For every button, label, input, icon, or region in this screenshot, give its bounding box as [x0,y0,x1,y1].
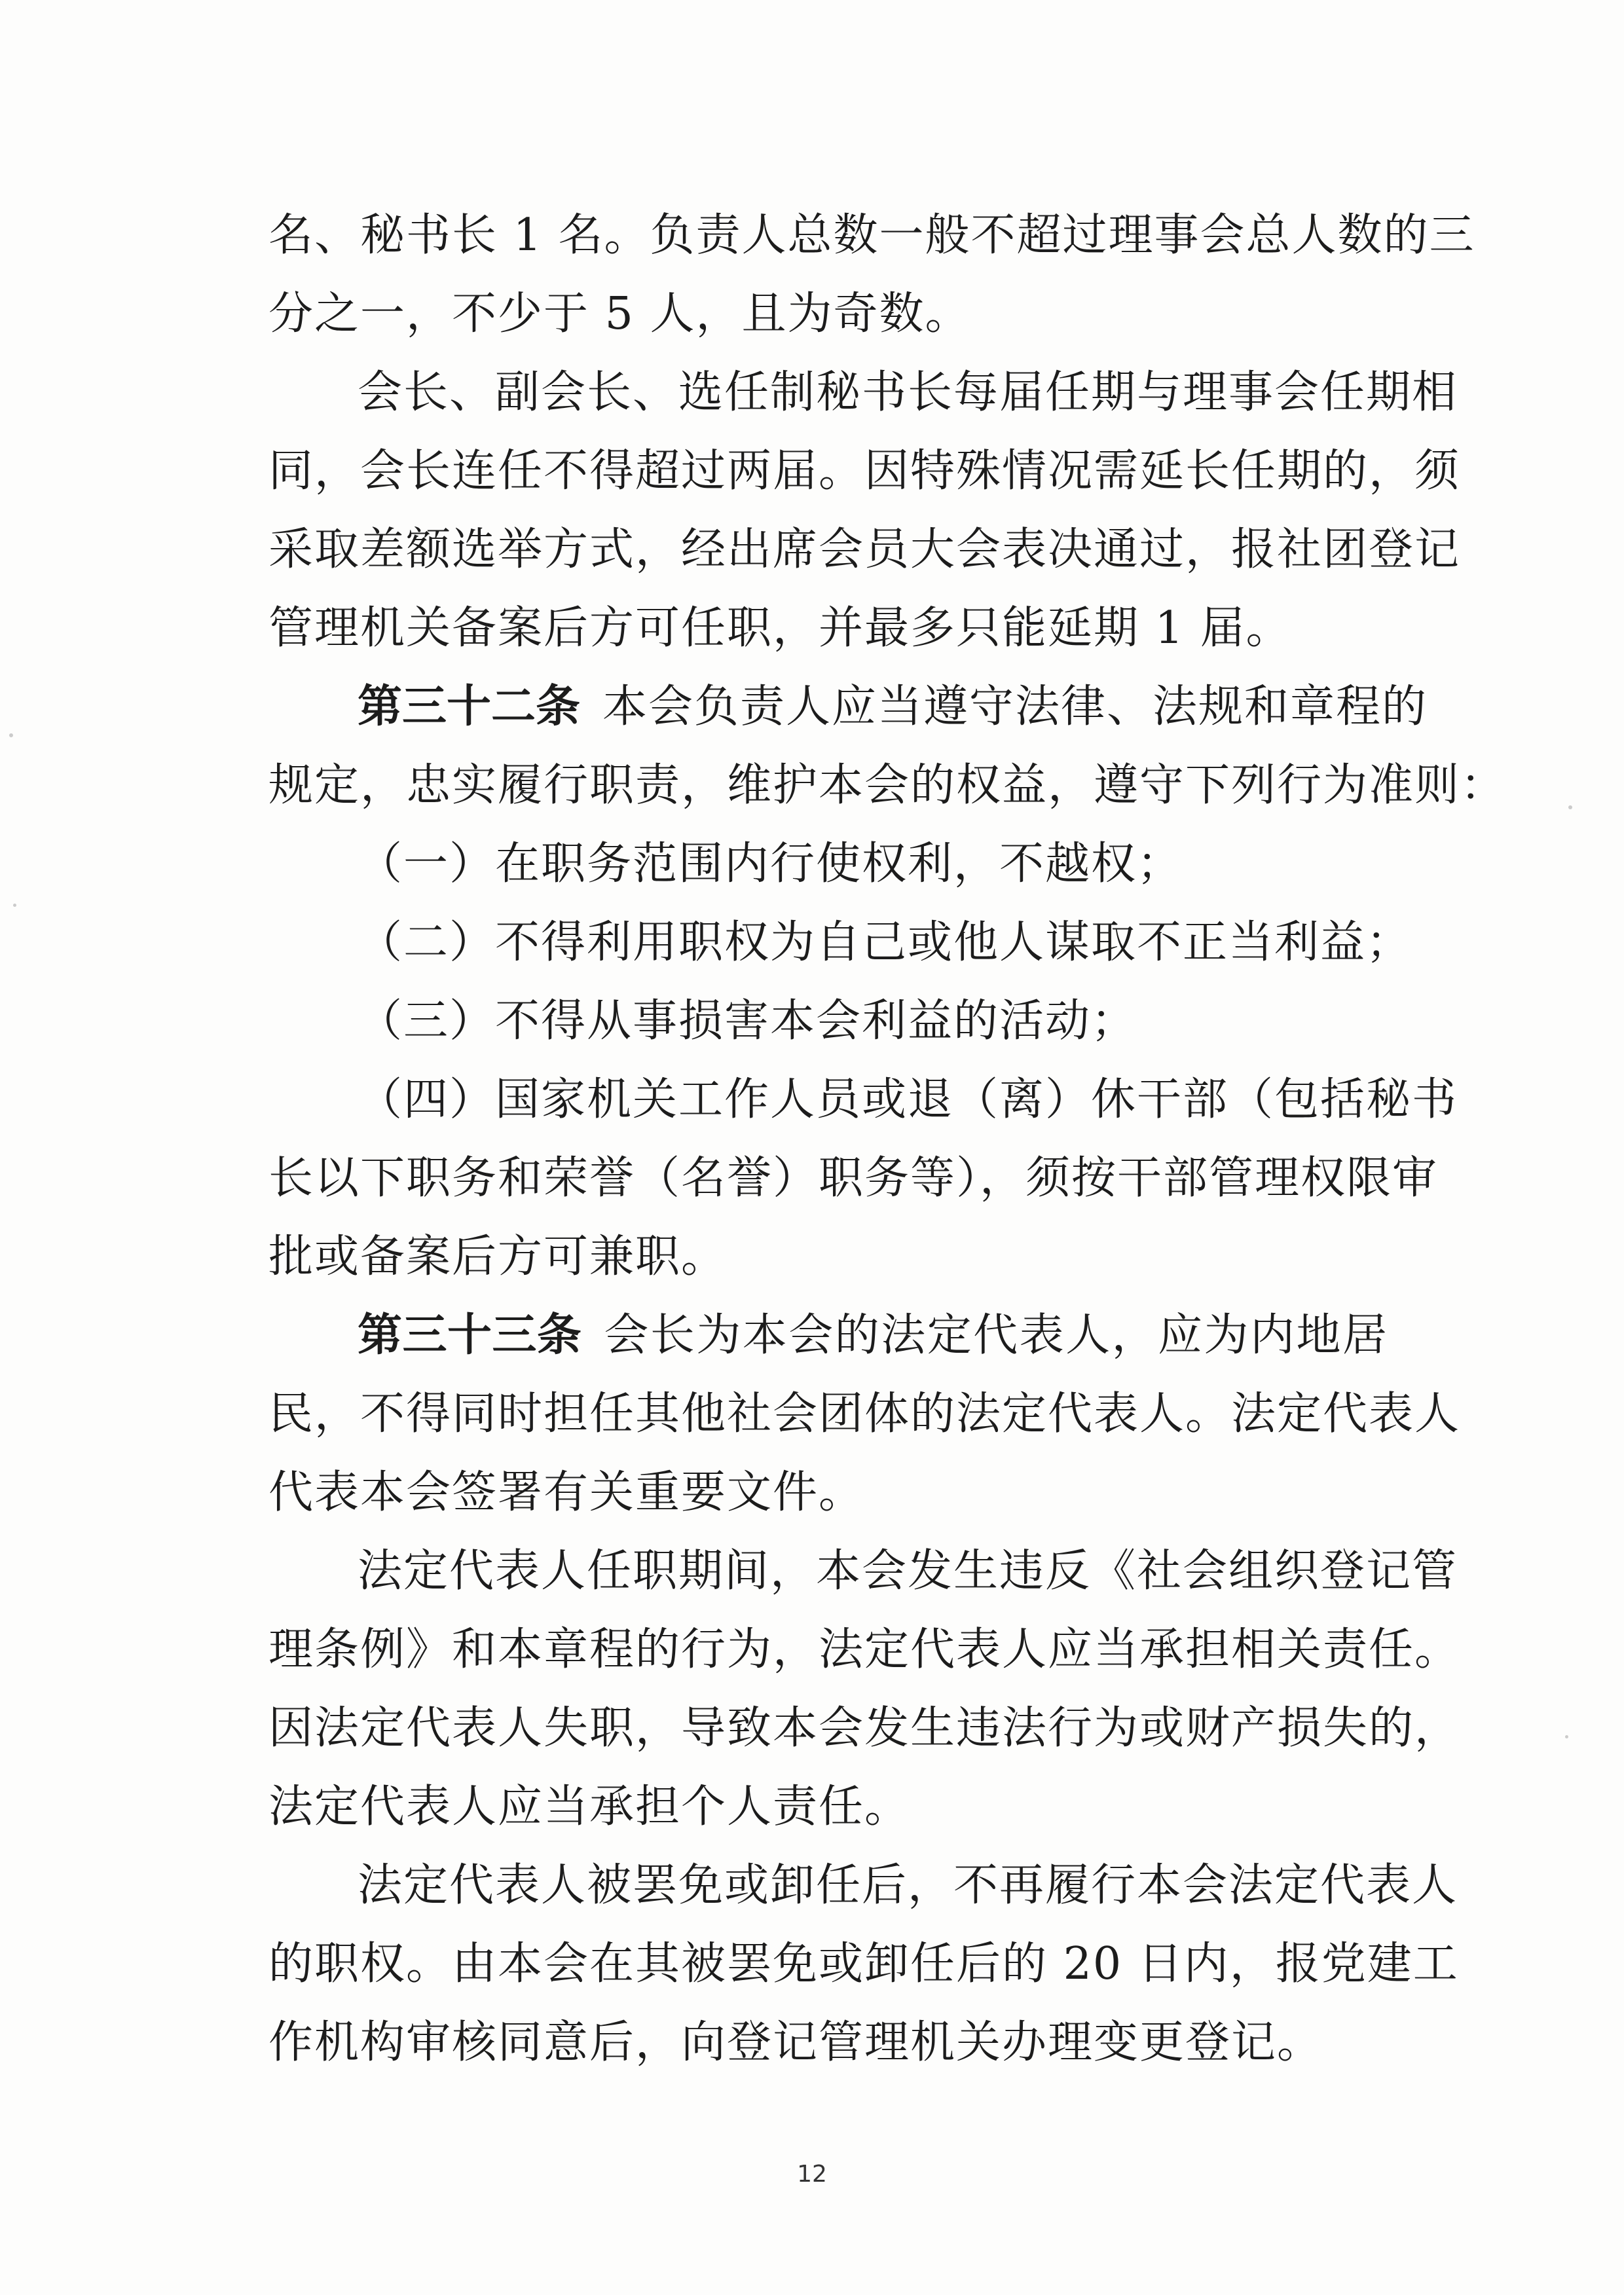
paragraph [268,1532,1461,1846]
list-item [268,904,1412,982]
text-line [268,1296,1388,1375]
text-line: （一）在职务范围内行使权利，不越权； [358,838,1183,890]
text-line: 因法定代表人失职，导致本会发生违法行为或财产损失的， [268,1702,1461,1754]
paragraph [268,196,1475,354]
text-line: 民，不得同时担任其他社会团体的法定代表人。法定代表人 [268,1388,1461,1440]
text-line [268,668,1428,746]
document-body [268,196,1507,2082]
list-item [268,825,1388,904]
article-32 [268,668,1507,825]
text-line: 批或备案后方可兼职。 [268,1231,728,1283]
article-heading: 第三十三条 [358,1310,582,1361]
text-line: （四）国家机关工作人员或退（离）休干部（包括秘书 [358,1074,1458,1126]
text-line: 管理机关备案后方可任职，并最多只能延期 1 届。 [268,602,1292,654]
article-text: 本会负责人应当遵守法律、法规和章程的 [602,681,1428,733]
text-line: 分之一，不少于 5 人，且为奇数。 [268,288,971,340]
list-item [268,982,1388,1061]
text-line: 的职权。由本会在其被罢免或卸任后的 20 日内，报党建工 [268,1938,1459,1990]
text-line: （三）不得从事损害本会利益的活动； [358,995,1137,1047]
scan-speck [13,904,16,907]
text-line: 长以下职务和荣誉（名誉）职务等），须按干部管理权限审 [268,1152,1439,1204]
text-line: 规定，忠实履行职责，维护本会的权益，遵守下列行为准则： [268,760,1507,811]
scan-speck [1565,1735,1568,1738]
article-33 [268,1296,1461,1532]
list-item [268,1061,1458,1296]
text-line: 理条例》和本章程的行为，法定代表人应当承担相关责任。 [268,1624,1461,1676]
paragraph [268,1846,1459,2082]
text-line: 法定代表人任职期间，本会发生违反《社会组织登记管 [358,1545,1458,1597]
text-line: （二）不得利用职权为自己或他人谋取不正当利益； [358,917,1412,968]
article-text: 会长为本会的法定代表人，应为内地居 [604,1310,1388,1361]
text-line: 会长、副会长、选任制秘书长每届任期与理事会任期相 [358,367,1458,418]
scan-speck [9,733,13,737]
text-line: 作机构审核同意后，向登记管理机关办理变更登记。 [268,2017,1323,2068]
page-number: 12 [797,2161,827,2188]
text-line: 法定代表人应当承担个人责任。 [268,1781,911,1833]
text-line: 法定代表人被罢免或卸任后，不再履行本会法定代表人 [358,1860,1458,1911]
article-heading: 第三十二条 [358,681,581,733]
scan-speck [1568,805,1572,809]
text-line: 同，会长连任不得超过两届。因特殊情况需延长任期的，须 [268,445,1461,497]
paragraph [268,354,1461,668]
text-line: 采取差额选举方式，经出席会员大会表决通过，报社团登记 [268,524,1461,576]
text-line: 名、秘书长 1 名。负责人总数一般不超过理事会总人数的三 [268,210,1475,261]
text-line: 代表本会签署有关重要文件。 [268,1467,865,1518]
